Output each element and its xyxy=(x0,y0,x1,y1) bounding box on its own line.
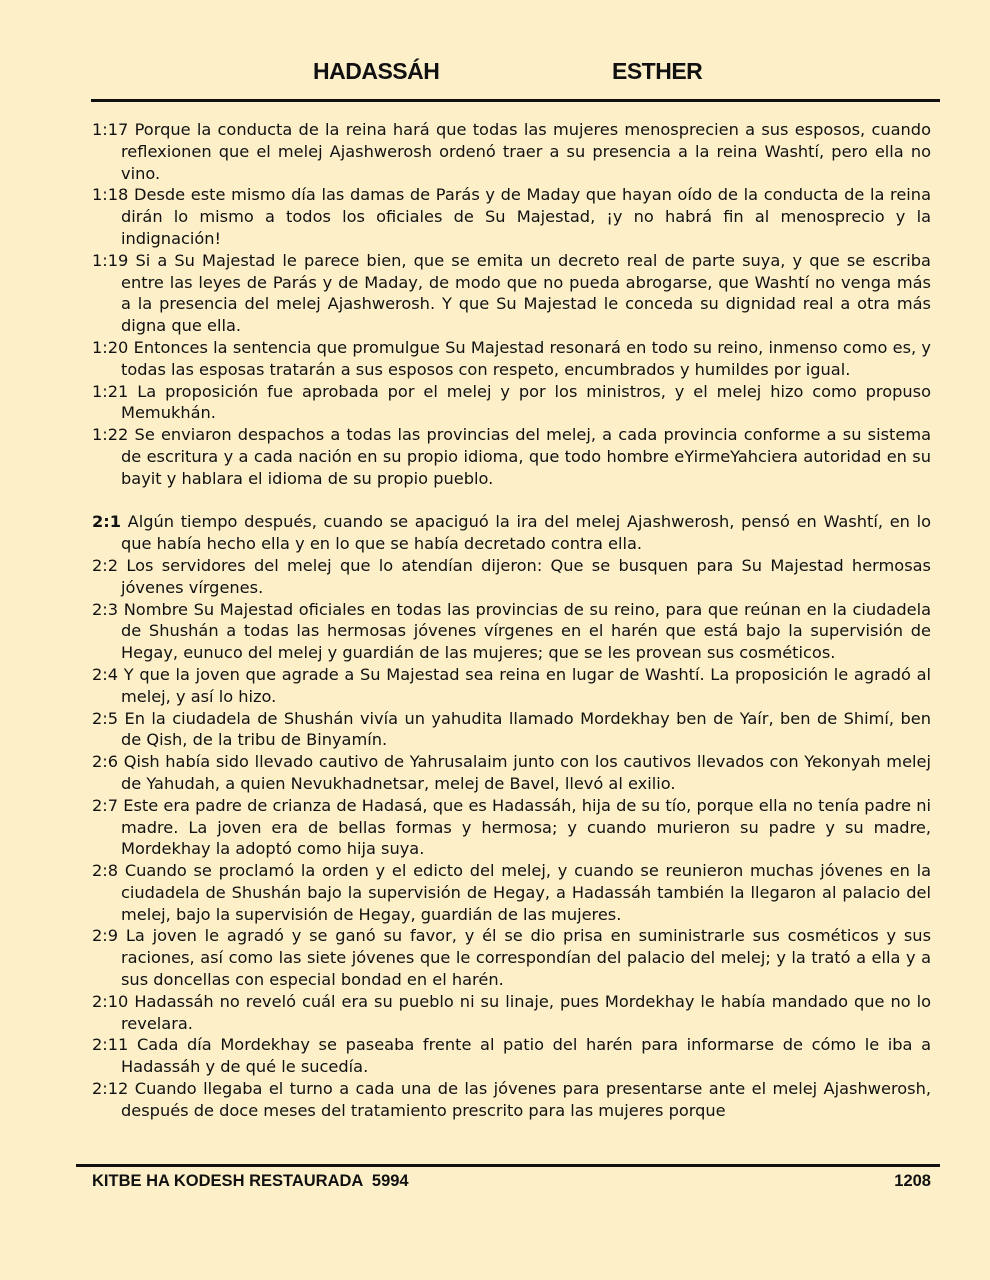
header-hebrew-name: HADASSÁH xyxy=(313,58,440,84)
verse-ref: 1:18 xyxy=(92,185,129,205)
verse-list xyxy=(92,119,931,1122)
verse-ref: 2:6 xyxy=(92,752,119,772)
page-header xyxy=(0,58,990,90)
verse-ref: 2:11 xyxy=(92,1035,129,1055)
verse-ref: 2:10 xyxy=(92,991,129,1011)
verse-text: Nombre Su Majestad oficiales en todas las provincias de su reino, para que reúnan en la ciudadela de Shushán a todas las hermosas jóvenes vírgenes en el harén que está bajo la supervisión de Hegay, eunuco del melej y guardián de las mujeres; que se les provean sus cosméticos. xyxy=(121,599,931,663)
chapter-gap xyxy=(92,490,931,512)
verse-text: Cada día Mordekhay se paseaba frente al patio del harén para informarse de cómo le iba a Hadassáh y de qué le sucedía. xyxy=(121,1035,931,1077)
verse-text: Desde este mismo día las damas de Parás y de Maday que hayan oído de la conducta de la reina dirán lo mismo a todos los oficiales de Su Majestad, ¡y no habrá fin al menosprecio y la indignación! xyxy=(121,185,931,248)
verse-text: La joven le agradó y se ganó su favor, y él se dio prisa en suministrarle sus cosméticos y sus raciones, así como las siete jóvenes que le correspondían del palacio del melej; y la trató a ella y a sus doncellas con especial bondad en el harén. xyxy=(121,926,931,990)
verse-ref: 1:21 xyxy=(92,381,129,401)
verse-ref: 2:1 xyxy=(92,512,121,532)
header-book-title: ESTHER xyxy=(612,58,703,84)
verse-text: Los servidores del melej que lo atendían dijeron: Que se busquen para Su Majestad hermosas jóvenes vírgenes. xyxy=(121,555,931,597)
verse-text: Si a Su Majestad le parece bien, que se emita un decreto real de parte suya, y que se escriba entre las leyes de Parás y de Maday, de modo que no pueda abrogarse, que Washtí no venga más a la presencia del melej Ajashwerosh. Y que Su Majestad le conceda su dignidad real a otra más digna que ella. xyxy=(121,250,931,336)
verse xyxy=(92,708,931,752)
verse-text: Entonces la sentencia que promulgue Su Majestad resonará en todo su reino, inmenso como es, y todas las esposas tratarán a sus esposos con respeto, encumbrados y humildes por igual. xyxy=(121,337,931,379)
verse xyxy=(92,751,931,795)
verse xyxy=(92,184,931,249)
verse-ref: 2:4 xyxy=(92,664,119,684)
verse-text: Este era padre de crianza de Hadasá, que es Hadassáh, hija de su tío, porque ella no tenía padre ni madre. La joven era de bellas formas y hermosa; y cuando murieron su padre y su madre, Mordekhay la adoptó como hija suya. xyxy=(121,795,931,859)
verse-ref: 1:20 xyxy=(92,337,129,357)
verse xyxy=(92,1034,931,1078)
page-footer xyxy=(92,1172,931,1196)
page-number: 1208 xyxy=(894,1172,931,1190)
verse-ref: 2:12 xyxy=(92,1079,129,1099)
footer-title: KITBE HA KODESH RESTAURADA 5994 xyxy=(92,1172,409,1190)
verse xyxy=(92,991,931,1035)
verse-text: Cuando se proclamó la orden y el edicto del melej, y cuando se reunieron muchas jóvenes en la ciudadela de Shushán bajo la supervisión de Hegay, a Hadassáh también la llegaron al palacio del melej, bajo la supervisión de Hegay, guardián de las mujeres. xyxy=(121,861,932,924)
verse xyxy=(92,119,931,184)
header-rule xyxy=(91,99,940,102)
verse xyxy=(92,860,931,925)
verse-ref: 2:8 xyxy=(92,861,119,881)
verse-ref: 2:3 xyxy=(92,599,119,619)
verse-text: Porque la conducta de la reina hará que todas las mujeres menosprecien a sus esposos, cuando reflexionen que el melej Ajashwerosh ordenó traer a su presencia a la reina Washtí, pero ella no vino. xyxy=(121,120,931,183)
verse xyxy=(92,664,931,708)
verse-text: Se enviaron despachos a todas las provincias del melej, a cada provincia conforme a su sistema de escritura y a cada nación en su propio idioma, que todo hombre eYirmeYahciera autoridad en su bayit y hablara el idioma de su propio pueblo. xyxy=(121,425,932,488)
verse xyxy=(92,555,931,599)
verse-ref: 1:22 xyxy=(92,425,129,445)
verse-text: Hadassáh no reveló cuál era su pueblo ni su linaje, pues Mordekhay le había mandado que no lo revelara. xyxy=(121,991,931,1033)
verse xyxy=(92,337,931,381)
verse xyxy=(92,250,931,337)
verse xyxy=(92,599,931,664)
verse xyxy=(92,511,931,555)
verse-text: Y que la joven que agrade a Su Majestad sea reina en lugar de Washtí. La proposición le agradó al melej, y así lo hizo. xyxy=(121,664,931,706)
verse-ref: 2:7 xyxy=(92,795,119,815)
verse-text: En la ciudadela de Shushán vivía un yahudita llamado Mordekhay ben de Yaír, ben de Shimí, ben de Qish, de la tribu de Binyamín. xyxy=(121,708,931,750)
footer-rule xyxy=(76,1164,940,1167)
verse xyxy=(92,795,931,860)
verse xyxy=(92,381,931,425)
verse-ref: 1:19 xyxy=(92,250,129,270)
verse-ref: 1:17 xyxy=(92,120,129,139)
verse-text: Cuando llegaba el turno a cada una de las jóvenes para presentarse ante el melej Ajashwerosh, después de doce meses del tratamiento prescrito para las mujeres porque xyxy=(121,1079,931,1120)
verse xyxy=(92,424,931,489)
verse-ref: 2:2 xyxy=(92,555,119,575)
verse-text: La proposición fue aprobada por el melej y por los ministros, y el melej hizo como propuso Memukhán. xyxy=(121,381,931,423)
verse xyxy=(92,925,931,990)
verse-text: Algún tiempo después, cuando se apaciguó la ira del melej Ajashwerosh, pensó en Washtí, en lo que había hecho ella y en lo que se había decretado contra ella. xyxy=(121,512,931,554)
verse-text: Qish había sido llevado cautivo de Yahrusalaim junto con los cautivos llevados con Yekonyah melej de Yahudah, a quien Nevukhadnetsar, melej de Bavel, llevó al exilio. xyxy=(121,752,931,793)
verse-ref: 2:9 xyxy=(92,926,119,946)
verse-ref: 2:5 xyxy=(92,708,119,728)
verse xyxy=(92,1078,931,1122)
